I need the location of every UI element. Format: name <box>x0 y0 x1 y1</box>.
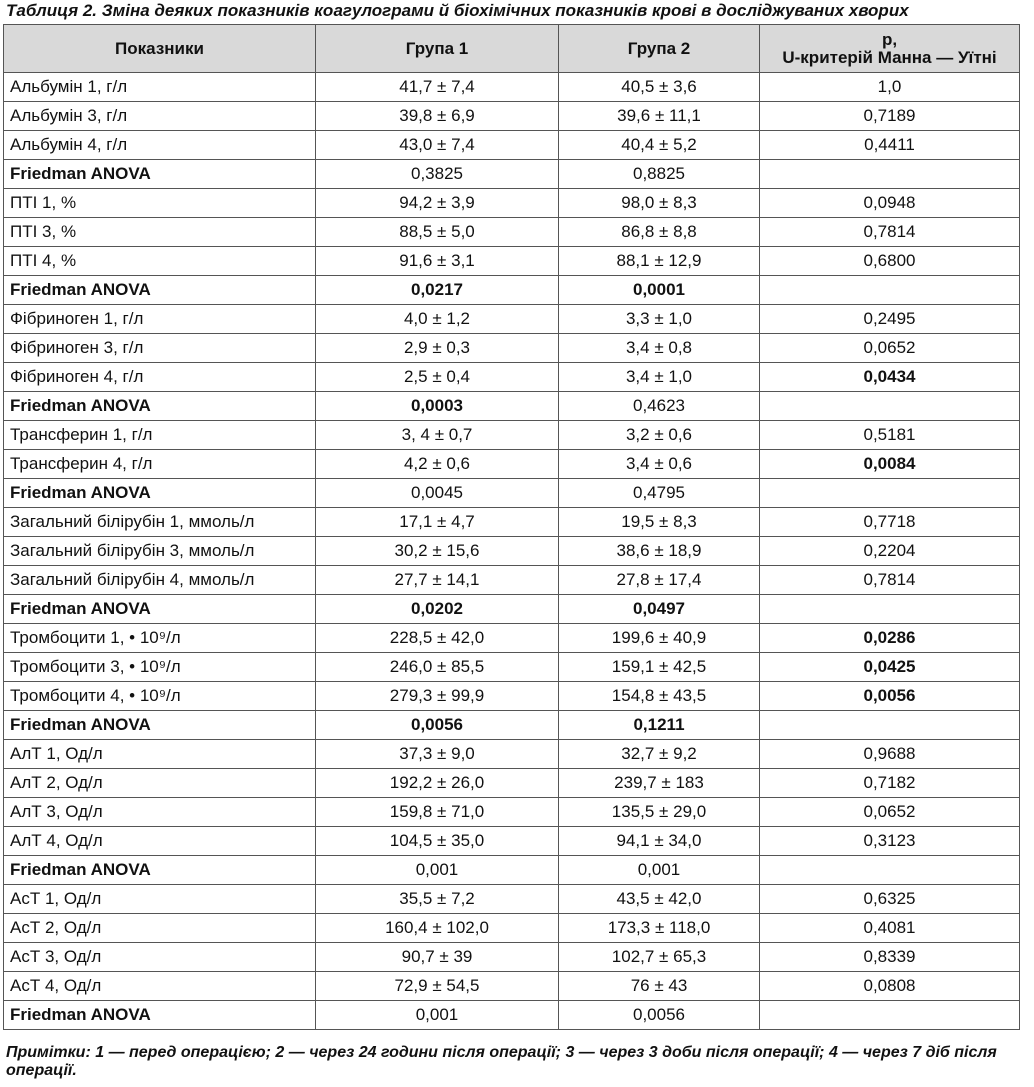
cell-group1: 228,5 ± 42,0 <box>316 624 559 653</box>
cell-indicator: АсТ 4, Од/л <box>4 972 316 1001</box>
cell-group2: 159,1 ± 42,5 <box>559 653 760 682</box>
table-row <box>4 334 1020 363</box>
header-group1: Група 1 <box>316 25 559 73</box>
cell-indicator: Friedman ANOVA <box>4 595 316 624</box>
cell-p-value: 0,0084 <box>760 450 1020 479</box>
cell-p-value: 0,0286 <box>760 624 1020 653</box>
cell-p-value: 0,4081 <box>760 914 1020 943</box>
cell-indicator: Альбумін 3, г/л <box>4 102 316 131</box>
cell-indicator: АсТ 1, Од/л <box>4 885 316 914</box>
cell-group1: 0,0045 <box>316 479 559 508</box>
table-row <box>4 131 1020 160</box>
table-row <box>4 363 1020 392</box>
cell-indicator: Загальний білірубін 1, ммоль/л <box>4 508 316 537</box>
table-row <box>4 421 1020 450</box>
cell-p-value <box>760 711 1020 740</box>
cell-indicator: Тромбоцити 4, • 10⁹/л <box>4 682 316 711</box>
cell-group1: 35,5 ± 7,2 <box>316 885 559 914</box>
cell-group2: 3,3 ± 1,0 <box>559 305 760 334</box>
cell-p-value <box>760 276 1020 305</box>
cell-group1: 2,9 ± 0,3 <box>316 334 559 363</box>
table-row <box>4 827 1020 856</box>
cell-group2: 94,1 ± 34,0 <box>559 827 760 856</box>
header-group2: Група 2 <box>559 25 760 73</box>
table-row-anova <box>4 711 1020 740</box>
cell-p-value: 0,0948 <box>760 189 1020 218</box>
cell-group1: 88,5 ± 5,0 <box>316 218 559 247</box>
cell-group2: 135,5 ± 29,0 <box>559 798 760 827</box>
table-row <box>4 740 1020 769</box>
cell-indicator: Тромбоцити 1, • 10⁹/л <box>4 624 316 653</box>
cell-p-value <box>760 392 1020 421</box>
cell-indicator: Фібриноген 4, г/л <box>4 363 316 392</box>
table-row <box>4 682 1020 711</box>
cell-group2: 27,8 ± 17,4 <box>559 566 760 595</box>
results-table <box>3 24 1020 1030</box>
table-row-anova <box>4 276 1020 305</box>
cell-indicator: Тромбоцити 3, • 10⁹/л <box>4 653 316 682</box>
cell-group2: 76 ± 43 <box>559 972 760 1001</box>
cell-group1: 2,5 ± 0,4 <box>316 363 559 392</box>
cell-group2: 86,8 ± 8,8 <box>559 218 760 247</box>
cell-p-value: 0,6325 <box>760 885 1020 914</box>
cell-group2: 43,5 ± 42,0 <box>559 885 760 914</box>
cell-group1: 72,9 ± 54,5 <box>316 972 559 1001</box>
table-row <box>4 653 1020 682</box>
cell-p-value <box>760 160 1020 189</box>
cell-p-value: 0,7814 <box>760 218 1020 247</box>
cell-indicator: Friedman ANOVA <box>4 1001 316 1030</box>
table-row <box>4 914 1020 943</box>
cell-p-value: 0,8339 <box>760 943 1020 972</box>
cell-group2: 0,8825 <box>559 160 760 189</box>
cell-group2: 40,5 ± 3,6 <box>559 73 760 102</box>
cell-indicator: Friedman ANOVA <box>4 479 316 508</box>
cell-group1: 0,001 <box>316 1001 559 1030</box>
cell-indicator: ПТІ 3, % <box>4 218 316 247</box>
table-header <box>4 25 1020 73</box>
cell-p-value: 0,3123 <box>760 827 1020 856</box>
cell-indicator: Альбумін 4, г/л <box>4 131 316 160</box>
cell-p-value: 0,0652 <box>760 334 1020 363</box>
cell-group1: 246,0 ± 85,5 <box>316 653 559 682</box>
cell-indicator: Friedman ANOVA <box>4 160 316 189</box>
cell-indicator: АлТ 3, Од/л <box>4 798 316 827</box>
table-row-anova <box>4 160 1020 189</box>
cell-group1: 43,0 ± 7,4 <box>316 131 559 160</box>
cell-indicator: Загальний білірубін 4, ммоль/л <box>4 566 316 595</box>
cell-group2: 0,4623 <box>559 392 760 421</box>
cell-group1: 192,2 ± 26,0 <box>316 769 559 798</box>
cell-group2: 3,4 ± 1,0 <box>559 363 760 392</box>
header-p-value <box>760 25 1020 73</box>
table-note: Примітки: 1 — перед операцією; 2 — через 24 години після операції; 3 — через 3 доби після операції; 4 — через 7 діб після операції. <box>6 1044 997 1079</box>
cell-group2: 0,0001 <box>559 276 760 305</box>
cell-indicator: Загальний білірубін 3, ммоль/л <box>4 537 316 566</box>
table-row <box>4 943 1020 972</box>
cell-group2: 98,0 ± 8,3 <box>559 189 760 218</box>
table-row-anova <box>4 479 1020 508</box>
cell-group1: 0,0056 <box>316 711 559 740</box>
cell-group2: 3,4 ± 0,8 <box>559 334 760 363</box>
cell-indicator: Friedman ANOVA <box>4 392 316 421</box>
cell-p-value: 0,0434 <box>760 363 1020 392</box>
cell-group2: 0,4795 <box>559 479 760 508</box>
cell-p-value: 1,0 <box>760 73 1020 102</box>
table-body <box>4 73 1020 1030</box>
cell-p-value <box>760 595 1020 624</box>
cell-group2: 199,6 ± 40,9 <box>559 624 760 653</box>
table-row-anova <box>4 1001 1020 1030</box>
cell-indicator: ПТІ 4, % <box>4 247 316 276</box>
cell-p-value: 0,7182 <box>760 769 1020 798</box>
cell-p-value: 0,7718 <box>760 508 1020 537</box>
cell-indicator: АлТ 1, Од/л <box>4 740 316 769</box>
table-row-anova <box>4 392 1020 421</box>
cell-p-value: 0,2204 <box>760 537 1020 566</box>
cell-indicator: АсТ 2, Од/л <box>4 914 316 943</box>
cell-group1: 3, 4 ± 0,7 <box>316 421 559 450</box>
cell-group1: 0,0217 <box>316 276 559 305</box>
table-row-anova <box>4 595 1020 624</box>
cell-group1: 91,6 ± 3,1 <box>316 247 559 276</box>
cell-indicator: Альбумін 1, г/л <box>4 73 316 102</box>
table-row <box>4 972 1020 1001</box>
cell-indicator: Friedman ANOVA <box>4 276 316 305</box>
cell-p-value: 0,0425 <box>760 653 1020 682</box>
header-p-line1: p, <box>881 29 898 49</box>
cell-p-value: 0,0808 <box>760 972 1020 1001</box>
cell-group2: 39,6 ± 11,1 <box>559 102 760 131</box>
cell-indicator: Friedman ANOVA <box>4 856 316 885</box>
cell-group2: 173,3 ± 118,0 <box>559 914 760 943</box>
cell-group2: 88,1 ± 12,9 <box>559 247 760 276</box>
cell-group2: 38,6 ± 18,9 <box>559 537 760 566</box>
cell-indicator: Friedman ANOVA <box>4 711 316 740</box>
cell-group2: 0,0497 <box>559 595 760 624</box>
cell-indicator: ПТІ 1, % <box>4 189 316 218</box>
cell-group2: 154,8 ± 43,5 <box>559 682 760 711</box>
cell-indicator: Трансферин 4, г/л <box>4 450 316 479</box>
table-row <box>4 73 1020 102</box>
cell-group2: 3,2 ± 0,6 <box>559 421 760 450</box>
cell-group1: 39,8 ± 6,9 <box>316 102 559 131</box>
cell-p-value: 0,5181 <box>760 421 1020 450</box>
cell-p-value: 0,6800 <box>760 247 1020 276</box>
table-row <box>4 798 1020 827</box>
cell-group2: 0,0056 <box>559 1001 760 1030</box>
cell-p-value <box>760 1001 1020 1030</box>
cell-p-value: 0,7189 <box>760 102 1020 131</box>
table-row-anova <box>4 856 1020 885</box>
cell-group1: 17,1 ± 4,7 <box>316 508 559 537</box>
table-row <box>4 508 1020 537</box>
cell-p-value <box>760 856 1020 885</box>
table-caption: Таблиця 2. Зміна деяких показників коагулограми й біохімічних показників крові в досліджуваних хворих <box>6 1 909 20</box>
header-p-line2: U-критерій Манна — Уїтні <box>782 47 997 67</box>
table-row <box>4 624 1020 653</box>
table-row <box>4 566 1020 595</box>
table-row <box>4 218 1020 247</box>
table-row <box>4 189 1020 218</box>
cell-p-value: 0,9688 <box>760 740 1020 769</box>
cell-group1: 90,7 ± 39 <box>316 943 559 972</box>
cell-p-value: 0,2495 <box>760 305 1020 334</box>
cell-group1: 4,2 ± 0,6 <box>316 450 559 479</box>
cell-group1: 27,7 ± 14,1 <box>316 566 559 595</box>
cell-group1: 41,7 ± 7,4 <box>316 73 559 102</box>
cell-group1: 0,0202 <box>316 595 559 624</box>
cell-indicator: АлТ 4, Од/л <box>4 827 316 856</box>
cell-indicator: АлТ 2, Од/л <box>4 769 316 798</box>
cell-group1: 279,3 ± 99,9 <box>316 682 559 711</box>
table-row <box>4 537 1020 566</box>
cell-group1: 104,5 ± 35,0 <box>316 827 559 856</box>
cell-group2: 0,001 <box>559 856 760 885</box>
cell-group1: 0,001 <box>316 856 559 885</box>
table-row <box>4 769 1020 798</box>
cell-group2: 32,7 ± 9,2 <box>559 740 760 769</box>
table-row <box>4 102 1020 131</box>
table-row <box>4 305 1020 334</box>
cell-indicator: Трансферин 1, г/л <box>4 421 316 450</box>
cell-group1: 0,3825 <box>316 160 559 189</box>
cell-group2: 40,4 ± 5,2 <box>559 131 760 160</box>
cell-group2: 19,5 ± 8,3 <box>559 508 760 537</box>
cell-p-value: 0,4411 <box>760 131 1020 160</box>
cell-group2: 102,7 ± 65,3 <box>559 943 760 972</box>
cell-group1: 94,2 ± 3,9 <box>316 189 559 218</box>
cell-group1: 159,8 ± 71,0 <box>316 798 559 827</box>
cell-group1: 160,4 ± 102,0 <box>316 914 559 943</box>
cell-p-value: 0,0652 <box>760 798 1020 827</box>
cell-group1: 30,2 ± 15,6 <box>316 537 559 566</box>
cell-p-value: 0,7814 <box>760 566 1020 595</box>
table-row <box>4 247 1020 276</box>
cell-group2: 0,1211 <box>559 711 760 740</box>
cell-group2: 239,7 ± 183 <box>559 769 760 798</box>
cell-indicator: Фібриноген 3, г/л <box>4 334 316 363</box>
cell-group2: 3,4 ± 0,6 <box>559 450 760 479</box>
cell-indicator: АсТ 3, Од/л <box>4 943 316 972</box>
table-row <box>4 450 1020 479</box>
cell-group1: 37,3 ± 9,0 <box>316 740 559 769</box>
cell-group1: 0,0003 <box>316 392 559 421</box>
table-row <box>4 885 1020 914</box>
header-indicator: Показники <box>4 25 316 73</box>
header-row <box>4 25 1020 73</box>
cell-p-value: 0,0056 <box>760 682 1020 711</box>
cell-group1: 4,0 ± 1,2 <box>316 305 559 334</box>
cell-p-value <box>760 479 1020 508</box>
cell-indicator: Фібриноген 1, г/л <box>4 305 316 334</box>
